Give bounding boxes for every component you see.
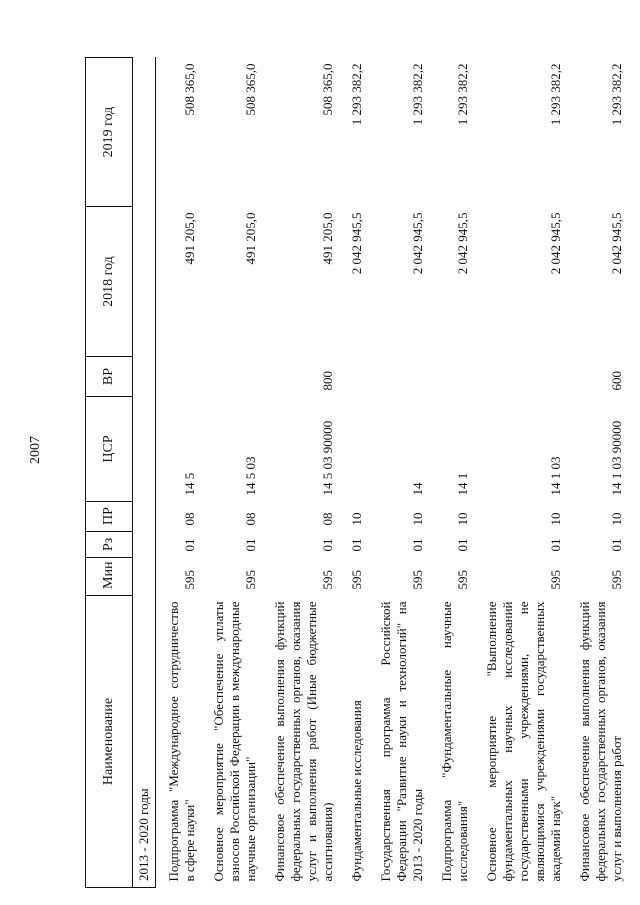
row-vr <box>368 357 429 397</box>
budget-table <box>85 57 628 888</box>
row-rz: 01 <box>182 538 197 552</box>
row-min: 595 <box>243 570 258 590</box>
table-row <box>474 58 567 888</box>
header-rz: Рз <box>86 532 133 558</box>
row-csr: 14 1 03 <box>548 456 563 496</box>
header-2018: 2018 год <box>86 207 133 357</box>
row-min: 595 <box>182 570 197 590</box>
table-row <box>567 58 628 888</box>
row-name: Основное мероприятие "Обеспечение уплаты взносов Российской Федерации в международные научные организации" <box>211 601 258 882</box>
row-vr: 800 <box>320 371 335 391</box>
section-row <box>133 58 156 888</box>
row-rz: 01 <box>609 538 624 552</box>
header-min: Мин <box>86 558 133 596</box>
row-csr: 14 5 03 90000 <box>320 420 335 496</box>
row-min: 595 <box>410 570 425 590</box>
row-2018: 2 042 945,5 <box>349 212 364 275</box>
row-2019: 1 293 382,2 <box>455 63 470 126</box>
row-min: 595 <box>455 570 470 590</box>
header-vr: ВР <box>86 357 133 397</box>
row-min: 595 <box>548 570 563 590</box>
row-2018: 2 042 945,5 <box>455 212 470 275</box>
row-vr <box>429 357 474 397</box>
row-name: Фундаментальные исследования <box>349 700 364 882</box>
table-row <box>339 58 368 888</box>
rotated-page-content <box>85 58 624 888</box>
table-row <box>201 58 262 888</box>
row-name: Финансовое обеспечение выполнения функций федеральных государственных органов, оказания услуг и выполнения работ <box>577 601 624 882</box>
row-vr <box>156 357 202 397</box>
row-2018: 491 205,0 <box>182 212 197 265</box>
row-2019: 1 293 382,2 <box>349 63 364 126</box>
table-row <box>156 58 202 888</box>
row-2019: 1 293 382,2 <box>548 63 563 126</box>
row-2019: 1 293 382,2 <box>410 63 425 126</box>
row-rz: 01 <box>349 538 364 552</box>
table-row <box>262 58 339 888</box>
row-pr: 10 <box>548 512 563 526</box>
row-name: Подпрограмма "Фундаментальные научные исследования" <box>439 601 470 882</box>
row-2019: 508 365,0 <box>182 63 197 116</box>
row-2018: 2 042 945,5 <box>410 212 425 275</box>
row-vr <box>201 357 262 397</box>
row-csr <box>339 397 368 502</box>
page-number: 2007 <box>28 436 43 464</box>
row-min: 595 <box>320 570 335 590</box>
table-row <box>429 58 474 888</box>
row-csr: 14 1 03 90000 <box>609 420 624 496</box>
row-pr: 10 <box>609 512 624 526</box>
row-pr: 10 <box>410 512 425 526</box>
row-name: Основное мероприятие "Выполнение фундаментальных научных исследований государственными учреждениями, не являющимися учреждениями государственных академий наук" <box>484 601 563 882</box>
row-rz: 01 <box>243 538 258 552</box>
table-row <box>368 58 429 888</box>
row-pr: 10 <box>349 512 364 526</box>
row-rz: 01 <box>548 538 563 552</box>
row-vr <box>474 357 567 397</box>
row-name: Государственная программа Российской Федерации "Развитие науки и технологий" на 2013 - 2020 годы <box>378 601 425 882</box>
row-2019: 508 365,0 <box>320 63 335 116</box>
header-name: Наименование <box>86 596 133 888</box>
table-header-row <box>86 58 133 888</box>
row-rz: 01 <box>455 538 470 552</box>
row-csr: 14 5 03 <box>243 456 258 496</box>
row-pr: 08 <box>320 512 335 526</box>
header-2019: 2019 год <box>86 58 133 207</box>
row-csr: 14 5 <box>182 472 197 496</box>
header-pr: ПР <box>86 502 133 532</box>
section-title: 2013 - 2020 годы <box>133 596 156 888</box>
row-csr: 14 1 <box>455 472 470 496</box>
row-csr: 14 <box>410 482 425 496</box>
row-rz: 01 <box>410 538 425 552</box>
row-vr <box>339 357 368 397</box>
header-csr: ЦСР <box>86 397 133 502</box>
row-name: Подпрограмма "Международное сотрудничество в сфере науки" <box>166 601 197 882</box>
row-min: 595 <box>349 570 364 590</box>
row-pr: 08 <box>182 512 197 526</box>
row-2018: 2 042 945,5 <box>609 212 624 275</box>
row-pr: 10 <box>455 512 470 526</box>
row-2019: 508 365,0 <box>243 63 258 116</box>
row-name: Финансовое обеспечение выполнения функций федеральных государственных органов, оказания услуг и выполнения работ (Иные бюджетные ассигнования) <box>272 601 335 882</box>
row-2018: 491 205,0 <box>243 212 258 265</box>
row-vr: 600 <box>609 371 624 391</box>
row-2018: 2 042 945,5 <box>548 212 563 275</box>
row-rz: 01 <box>320 538 335 552</box>
row-min: 595 <box>609 570 624 590</box>
row-2018: 491 205,0 <box>320 212 335 265</box>
row-2019: 1 293 382,2 <box>609 63 624 126</box>
row-pr: 08 <box>243 512 258 526</box>
